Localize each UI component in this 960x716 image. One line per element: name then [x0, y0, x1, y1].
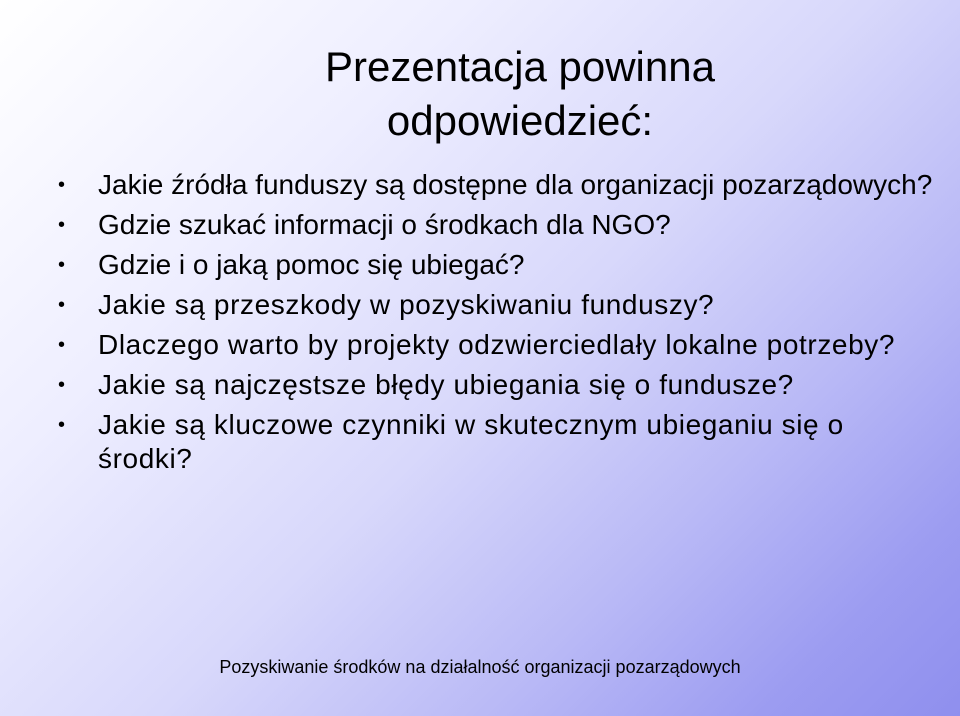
- bullet-point-icon: •: [58, 214, 66, 236]
- slide-title-line-2: odpowiedzieć:: [386, 97, 654, 144]
- bullet-text: Jakie są przeszkody w pozyskiwaniu funduszy?: [98, 289, 715, 320]
- bullet-item: [58, 368, 938, 402]
- bullet-item: [58, 408, 938, 476]
- bullet-point-icon: •: [58, 294, 66, 316]
- bullet-point-icon: •: [58, 174, 66, 196]
- bullet-text: Jakie są kluczowe czynniki w skutecznym ubieganiu się o środki?: [98, 409, 844, 474]
- bullet-item: [58, 208, 938, 242]
- bullet-point-icon: •: [58, 334, 66, 356]
- bullet-text: Gdzie i o jaką pomoc się ubiegać?: [98, 249, 525, 280]
- bullet-text: Gdzie szukać informacji o środkach dla NGO?: [98, 209, 671, 240]
- slide-footer: Pozyskiwanie środków na działalność organizacji pozarządowych: [219, 657, 741, 677]
- bullet-item: [58, 248, 938, 282]
- slide-title-line-1: Prezentacja powinna: [325, 43, 715, 90]
- bullet-text: Dlaczego warto by projekty odzwierciedlały lokalne potrzeby?: [98, 329, 896, 360]
- bullet-point-icon: •: [58, 414, 66, 436]
- bullet-item: [58, 328, 938, 362]
- bullet-point-icon: •: [58, 254, 66, 276]
- slide-title: [200, 40, 840, 148]
- bullet-item: [58, 288, 938, 322]
- bullet-list: [58, 168, 938, 482]
- bullet-text: Jakie źródła funduszy są dostępne dla organizacji pozarządowych?: [98, 169, 933, 200]
- bullet-point-icon: •: [58, 374, 66, 396]
- bullet-item: [58, 168, 938, 202]
- bullet-text: Jakie są najczęstsze błędy ubiegania się o fundusze?: [98, 369, 794, 400]
